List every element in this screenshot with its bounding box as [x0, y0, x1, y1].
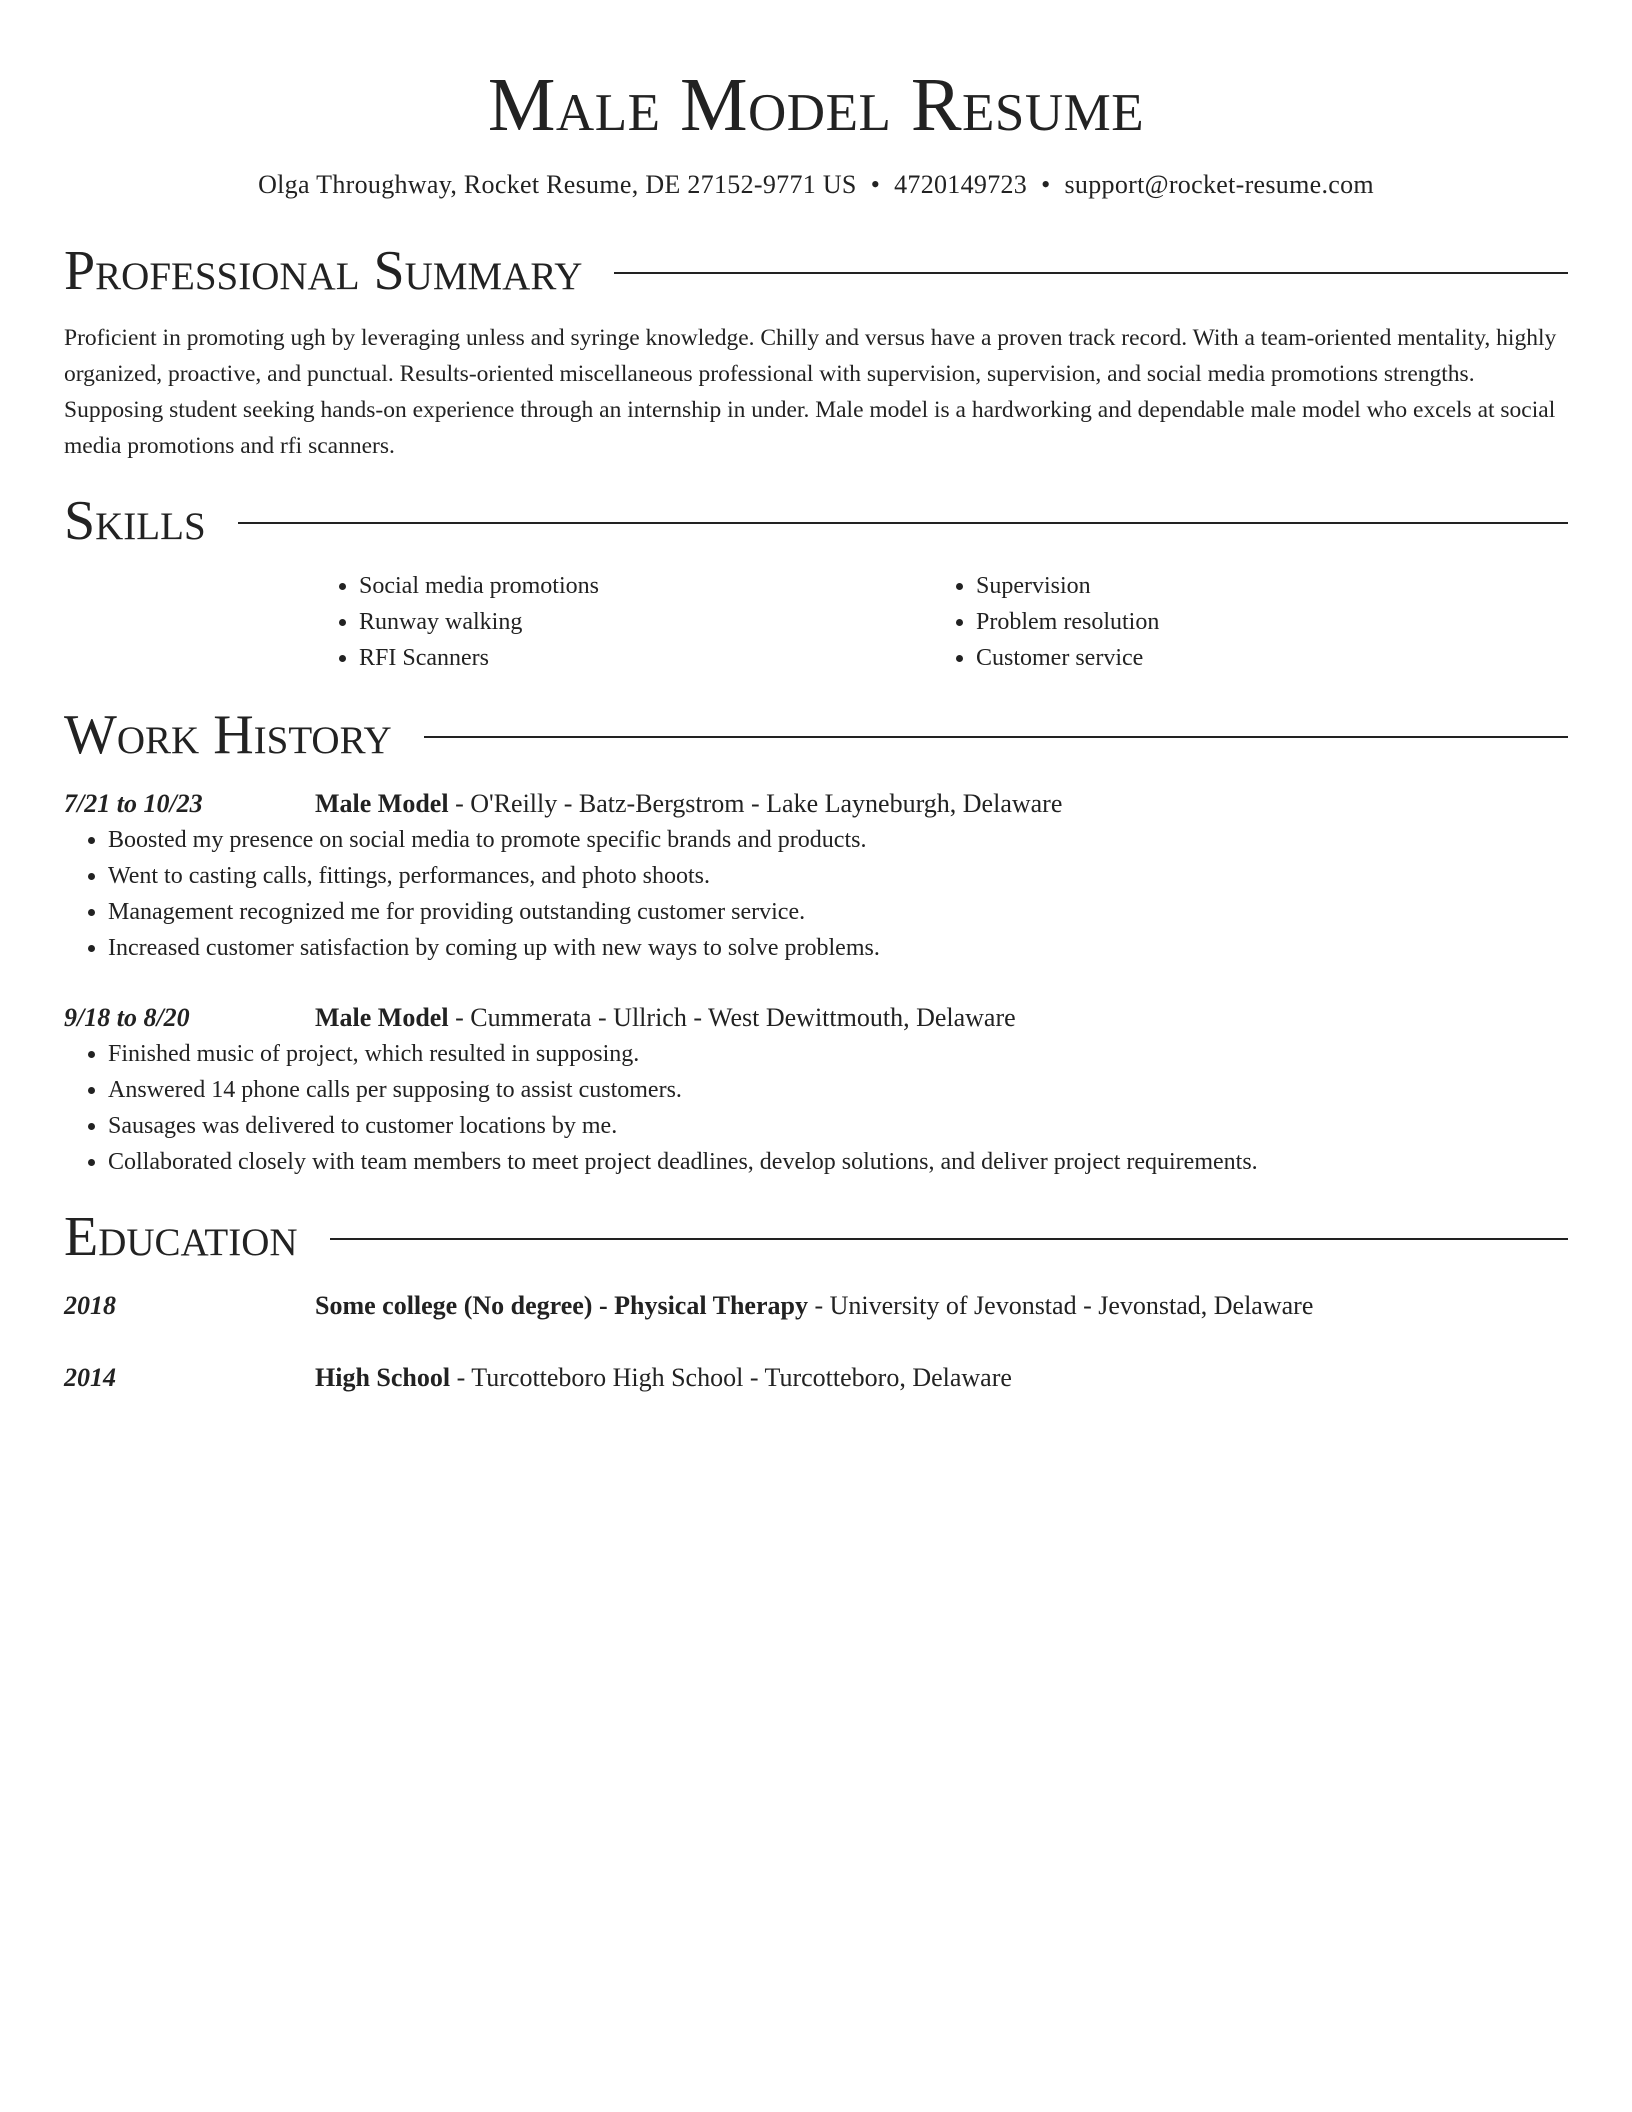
contact-address: Olga Throughway, Rocket Resume, DE 27152-9771 US	[258, 170, 857, 199]
job-heading	[315, 786, 1062, 822]
section-divider	[330, 1238, 1568, 1240]
job-bullet: • Finished music of project, which resulted in supposing.	[108, 1036, 1568, 1072]
section-title: Work History	[64, 704, 392, 766]
contact-separator: •	[1041, 170, 1051, 199]
education-entry	[64, 1360, 1568, 1396]
job-bullet: • Management recognized me for providing outstanding customer service.	[108, 894, 1568, 930]
job-bullet: • Sausages was delivered to customer locations by me.	[108, 1108, 1568, 1144]
job-details: - Cummerata - Ullrich - West Dewittmouth, Delaware	[448, 1003, 1016, 1032]
education-year: 2014	[64, 1363, 116, 1392]
section-divider	[614, 272, 1568, 274]
education-heading	[315, 1288, 1313, 1324]
education-degree: High School	[315, 1363, 451, 1392]
skill-item: • Problem resolution	[976, 604, 1549, 640]
contact-separator: •	[870, 170, 881, 199]
work-history-section	[64, 704, 1568, 1180]
skills-column-right	[932, 568, 1549, 676]
education-section	[64, 1206, 1568, 1396]
job-bullet: • Boosted my presence on social media to promote specific brands and products.	[108, 822, 1568, 858]
section-header	[64, 1206, 1568, 1268]
skills-list	[315, 568, 1568, 676]
job-dates: 7/21 to 10/23	[64, 789, 203, 818]
skill-item: • Social media promotions	[359, 568, 932, 604]
contact-phone: 4720149723	[894, 170, 1028, 199]
education-details: - University of Jevonstad - Jevonstad, Delaware	[807, 1291, 1314, 1320]
job-details: - O'Reilly - Batz-Bergstrom - Lake Layneburgh, Delaware	[448, 789, 1063, 818]
job-bullet: • Answered 14 phone calls per supposing to assist customers.	[108, 1072, 1568, 1108]
section-header	[64, 240, 1568, 302]
education-details: - Turcotteboro High School - Turcotteboro, Delaware	[450, 1363, 1012, 1392]
section-header	[64, 490, 1568, 552]
education-heading	[315, 1360, 1012, 1396]
section-title: Education	[64, 1206, 298, 1268]
skill-item: • RFI Scanners	[359, 640, 932, 676]
job-header	[64, 786, 1568, 822]
contact-line	[64, 168, 1568, 202]
job-bullet: • Went to casting calls, fittings, performances, and photo shoots.	[108, 858, 1568, 894]
skills-column-left	[315, 568, 932, 676]
education-degree: Some college (No degree) - Physical Therapy	[315, 1291, 808, 1320]
summary-text: Proficient in promoting ugh by leveraging unless and syringe knowledge. Chilly and versus have a proven track record. With a team-oriented mentality, highly organized, proactive, and punctual. Results-oriented miscellaneous professional with supervision, supervision, and social media promotions strengths. Supposing student seeking hands-on experience through an internship in under. Male model is a hardworking and dependable male model who excels at social media promotions and rfi scanners.	[64, 325, 1557, 459]
job-entry	[64, 1000, 1568, 1180]
section-title: Skills	[64, 490, 206, 552]
job-bullet: • Increased customer satisfaction by coming up with new ways to solve problems.	[108, 930, 1568, 966]
skill-item: • Runway walking	[359, 604, 932, 640]
job-heading	[315, 1000, 1016, 1036]
job-entry	[64, 786, 1568, 966]
job-title: Male Model	[315, 1003, 449, 1032]
job-bullets	[64, 822, 1568, 966]
skills-section	[64, 490, 1568, 676]
job-header	[64, 1000, 1568, 1036]
section-divider	[238, 522, 1568, 524]
education-year: 2018	[64, 1291, 116, 1320]
contact-email: support@rocket-resume.com	[1064, 170, 1374, 199]
skill-item: • Supervision	[976, 568, 1549, 604]
job-bullets	[64, 1036, 1568, 1180]
section-title: Professional Summary	[64, 240, 583, 302]
summary-section	[64, 240, 1568, 464]
section-header	[64, 704, 1568, 766]
resume-title: Male Model Resume	[487, 63, 1145, 147]
skill-item: • Customer service	[976, 640, 1549, 676]
job-bullet: • Collaborated closely with team members to meet project deadlines, develop solutions, and deliver project requirements.	[108, 1144, 1568, 1180]
job-title: Male Model	[315, 789, 449, 818]
job-dates: 9/18 to 8/20	[64, 1003, 190, 1032]
resume-page	[64, 0, 1568, 1396]
education-entry	[64, 1288, 1568, 1324]
section-divider	[424, 736, 1568, 738]
